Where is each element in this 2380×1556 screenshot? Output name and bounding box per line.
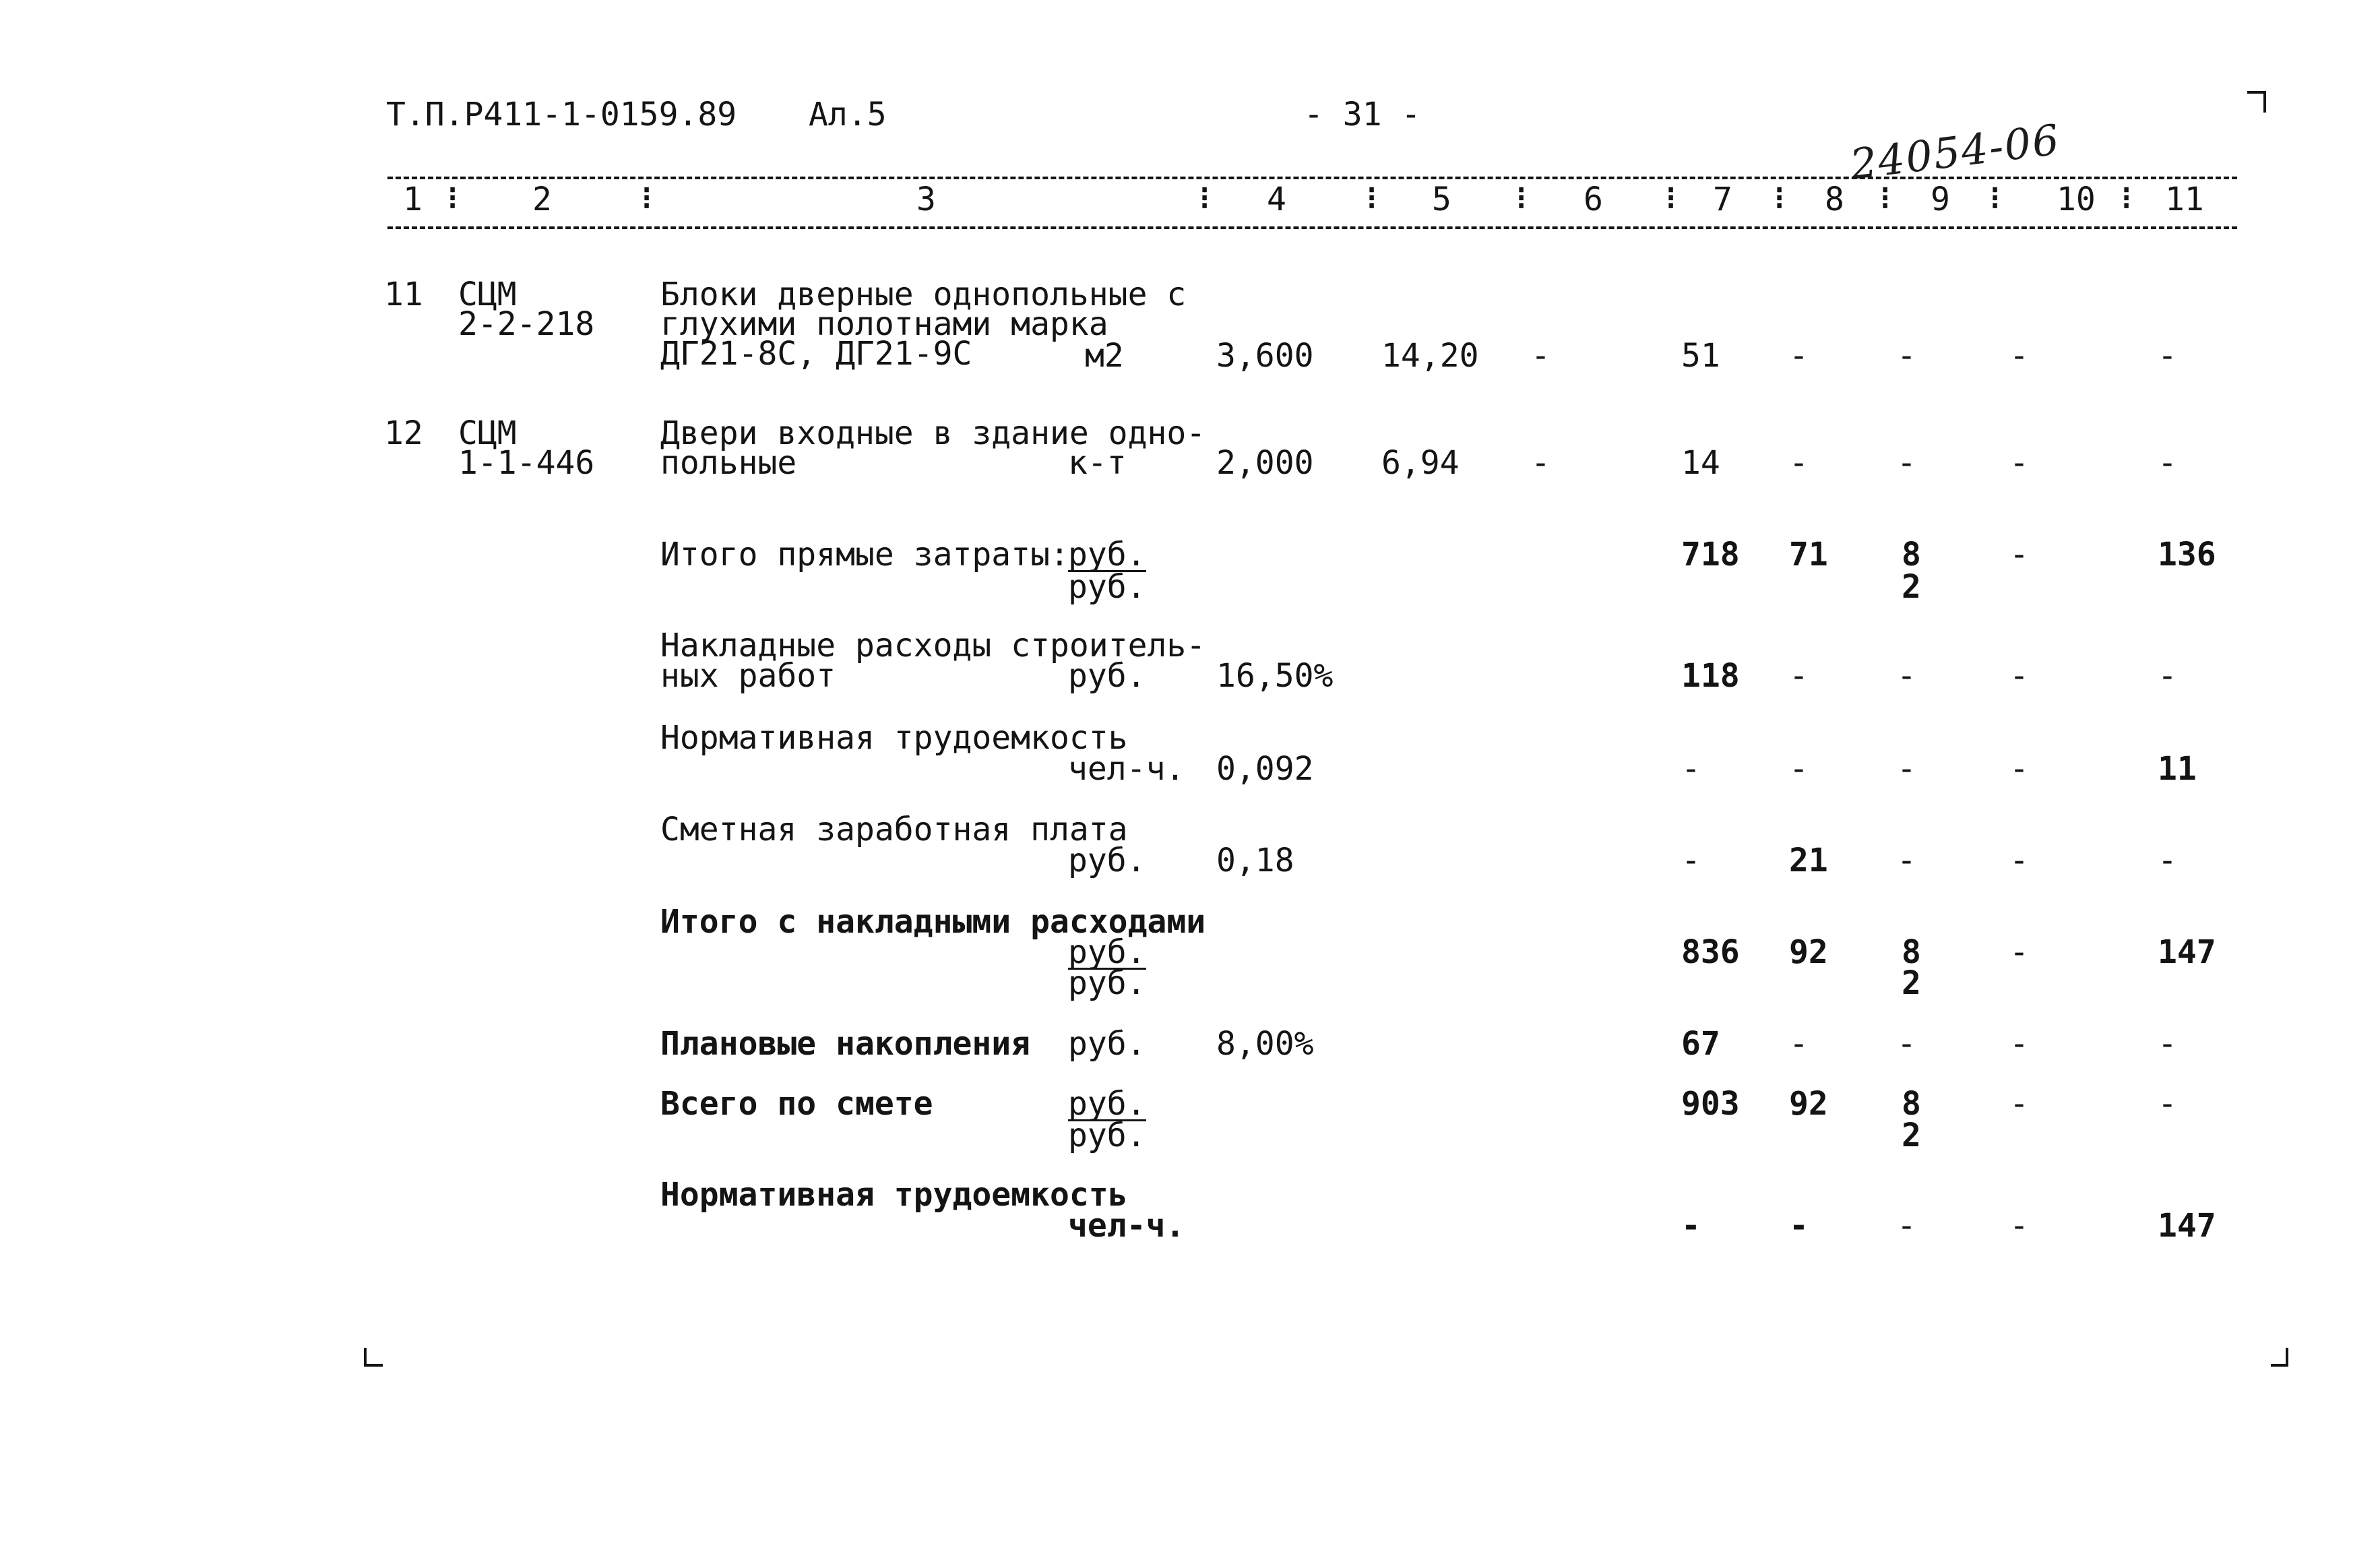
summary-col7: -	[1681, 750, 1701, 788]
summary-col10: -	[2009, 536, 2029, 573]
summary-unit: чел-ч.	[1068, 750, 1185, 788]
summary-label: Итого прямые затраты:	[660, 536, 1069, 573]
summary-col7: -	[1681, 1207, 1701, 1245]
item-number: 11	[384, 276, 423, 313]
corner-mark-bottom-right	[2271, 1348, 2288, 1367]
summary-col10: -	[2009, 933, 2029, 971]
summary-col10: -	[2009, 750, 2029, 788]
item-number: 12	[384, 414, 423, 452]
summary-col9-top: 8	[1902, 933, 1921, 971]
summary-col9-top: 8	[1902, 536, 1921, 573]
item-description-line: Двери входные в здание одно-	[660, 414, 1206, 452]
summary-unit: руб.	[1068, 842, 1146, 879]
item-code-line: СЦМ	[458, 276, 517, 313]
summary-col8: 71	[1789, 536, 1828, 573]
summary-unit-bottom: руб.	[1068, 1117, 1146, 1154]
column-number-11: 11	[2165, 181, 2204, 218]
summary-col11: -	[2158, 842, 2177, 879]
column-number-7: 7	[1713, 181, 1732, 218]
item-col11: -	[2158, 444, 2177, 482]
summary-col9: -	[1897, 1207, 1916, 1245]
item-col11: -	[2158, 337, 2177, 375]
summary-col7: 718	[1681, 536, 1740, 573]
summary-col7: 836	[1681, 933, 1740, 971]
summary-rate: 8,00%	[1216, 1025, 1314, 1063]
column-number-10: 10	[2057, 181, 2096, 218]
summary-col8: -	[1789, 657, 1809, 695]
summary-col8: 92	[1789, 933, 1828, 971]
column-separator: ⁝	[1367, 179, 1377, 217]
column-separator: ⁝	[1516, 179, 1527, 217]
item-col10: -	[2009, 444, 2029, 482]
column-separator: ⁝	[641, 179, 652, 217]
summary-col11: 11	[2158, 750, 2197, 788]
corner-mark-top-right	[2247, 91, 2266, 113]
summary-col9: -	[1897, 1025, 1916, 1063]
summary-col7: 903	[1681, 1085, 1740, 1123]
item-quantity: 3,600	[1216, 337, 1314, 375]
summary-label-line: ных работ	[660, 657, 836, 695]
summary-unit-top: руб.	[1068, 1085, 1146, 1123]
summary-col8: -	[1789, 1025, 1809, 1063]
column-number-4: 4	[1267, 181, 1286, 218]
column-separator: ⁝	[1666, 179, 1677, 217]
summary-unit-bottom: руб.	[1068, 568, 1146, 606]
item-code-line: СЦМ	[458, 414, 517, 452]
summary-label: Нормативная трудоемкость	[660, 719, 1128, 757]
item-quantity: 2,000	[1216, 444, 1314, 482]
summary-col9-top: 8	[1902, 1085, 1921, 1123]
column-separator: ⁝	[2121, 179, 2132, 217]
summary-col9: -	[1897, 842, 1916, 879]
column-separator: ⁝	[447, 179, 458, 217]
summary-unit-bottom: руб.	[1068, 964, 1146, 1002]
summary-col11: 147	[2158, 1207, 2216, 1245]
summary-label: Сметная заработная плата	[660, 811, 1128, 848]
summary-col11: -	[2158, 1085, 2177, 1123]
summary-rate: 16,50%	[1216, 657, 1334, 695]
sheet-label: Ал.5	[809, 96, 887, 133]
item-col10: -	[2009, 337, 2029, 375]
summary-col9-bottom: 2	[1902, 568, 1921, 606]
summary-col9: -	[1897, 750, 1916, 788]
summary-unit-top: руб.	[1068, 933, 1146, 971]
summary-col11: 136	[2158, 536, 2216, 573]
summary-label-line: Накладные расходы строитель-	[660, 627, 1206, 664]
item-description-line: польные	[660, 444, 797, 482]
column-number-3: 3	[916, 181, 936, 218]
column-number-6: 6	[1584, 181, 1603, 218]
summary-label: Плановые накопления	[660, 1025, 1031, 1063]
item-code-line: 1-1-446	[458, 444, 595, 482]
summary-label: Итого с накладными расходами	[660, 903, 1206, 941]
item-col8: -	[1789, 444, 1809, 482]
document-code: Т.П.Р411-1-0159.89	[386, 96, 737, 133]
summary-col8: 21	[1789, 842, 1828, 879]
summary-col9-bottom: 2	[1902, 1117, 1921, 1154]
summary-unit-top: руб.	[1068, 536, 1146, 573]
column-number-2: 2	[532, 181, 552, 218]
column-separator: ⁝	[1199, 179, 1210, 217]
summary-col7: 118	[1681, 657, 1740, 695]
item-col7: 51	[1681, 337, 1720, 375]
item-col6: -	[1531, 337, 1551, 375]
column-number-9: 9	[1931, 181, 1950, 218]
summary-col11: -	[2158, 1025, 2177, 1063]
page-number: - 31 -	[1304, 96, 1421, 133]
item-col6: -	[1531, 444, 1551, 482]
summary-col10: -	[2009, 657, 2029, 695]
item-description-line: Блоки дверные однопольные с	[660, 276, 1187, 313]
summary-unit: руб.	[1068, 657, 1146, 695]
summary-col7: -	[1681, 842, 1701, 879]
summary-unit: чел-ч.	[1068, 1207, 1185, 1245]
column-separator: ⁝	[1880, 179, 1891, 217]
summary-col10: -	[2009, 1207, 2029, 1245]
column-separator: ⁝	[1774, 179, 1785, 217]
summary-col10: -	[2009, 1025, 2029, 1063]
summary-col10: -	[2009, 1085, 2029, 1123]
summary-col11: -	[2158, 657, 2177, 695]
item-col8: -	[1789, 337, 1809, 375]
summary-rate: 0,18	[1216, 842, 1294, 879]
summary-col10: -	[2009, 842, 2029, 879]
summary-col8: -	[1789, 1207, 1809, 1245]
summary-label: Нормативная трудоемкость	[660, 1176, 1128, 1214]
handwritten-number: 24054-06	[1847, 115, 2063, 189]
item-price: 14,20	[1381, 337, 1479, 375]
summary-col9: -	[1897, 657, 1916, 695]
item-price: 6,94	[1381, 444, 1460, 482]
item-description-line: глухими полотнами марка	[660, 305, 1108, 343]
item-unit: м2	[1085, 337, 1124, 375]
item-code-line: 2-2-218	[458, 305, 595, 343]
column-number-1: 1	[403, 181, 422, 218]
item-col7: 14	[1681, 444, 1720, 482]
item-col9: -	[1897, 337, 1916, 375]
header-rule-top	[387, 177, 2237, 179]
column-separator: ⁝	[1990, 179, 2001, 217]
header-rule-bottom	[387, 226, 2237, 229]
column-number-5: 5	[1432, 181, 1451, 218]
corner-mark-bottom-left	[364, 1348, 383, 1367]
item-col9: -	[1897, 444, 1916, 482]
summary-col8: -	[1789, 750, 1809, 788]
summary-col7: 67	[1681, 1025, 1720, 1063]
summary-label: Всего по смете	[660, 1085, 933, 1123]
column-number-8: 8	[1825, 181, 1844, 218]
item-unit: к-т	[1068, 444, 1127, 482]
summary-col11: 147	[2158, 933, 2216, 971]
summary-rate: 0,092	[1216, 750, 1314, 788]
summary-col9-bottom: 2	[1902, 964, 1921, 1002]
summary-col8: 92	[1789, 1085, 1828, 1123]
item-description-line: ДГ21-8С, ДГ21-9С	[660, 335, 972, 373]
summary-unit: руб.	[1068, 1025, 1146, 1063]
